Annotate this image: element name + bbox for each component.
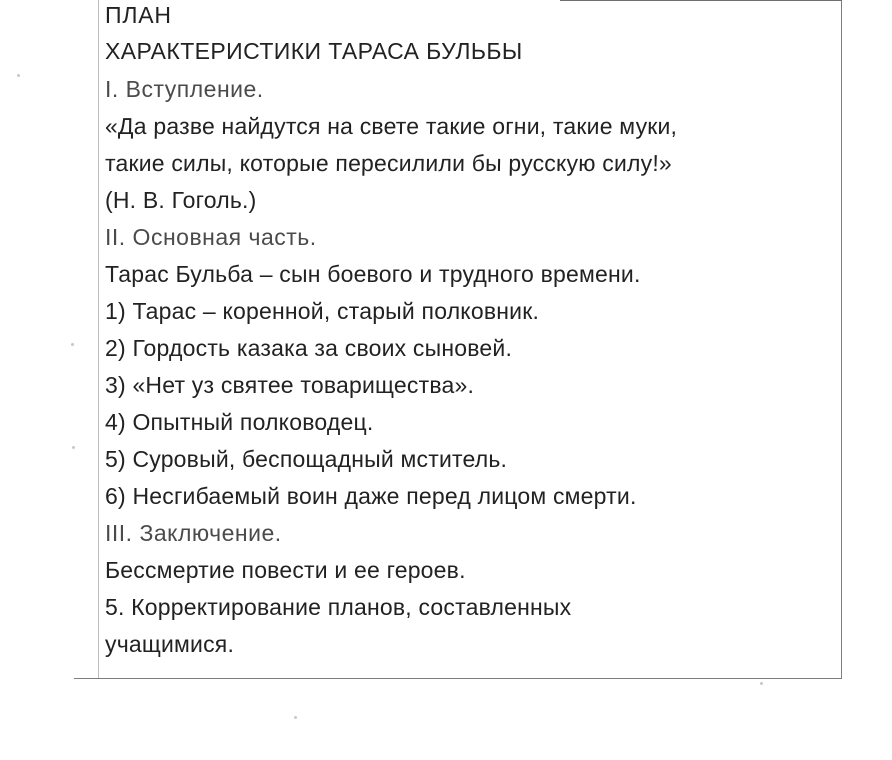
- plan-item-4: 4) Опытный полководец.: [105, 409, 374, 435]
- plan-item-2: 2) Гордость казака за своих сыновей.: [105, 335, 513, 361]
- plan-item-3: 3) «Нет уз святее товарищества».: [105, 372, 475, 398]
- section-conclusion: III. Заключение.: [105, 520, 282, 546]
- quote-line-2: такие силы, которые пересилили бы русскую силу!»: [104, 150, 673, 176]
- plan-item-6: 6) Несгибаемый воин даже перед лицом смерти.: [105, 483, 637, 509]
- conclusion-text: Бессмертие повести и ее героев.: [105, 557, 466, 583]
- quote-author: (Н. В. Гоголь.): [105, 187, 257, 213]
- scan-speck: [760, 682, 763, 685]
- scan-speck: [294, 716, 297, 719]
- section-main-part: II. Основная часть.: [105, 224, 317, 250]
- correction-line-1: 5. Корректирование планов, составленных: [105, 594, 572, 620]
- plan-subtitle: ХАРАКТЕРИСТИКИ ТАРАСА БУЛЬБЫ: [105, 38, 523, 64]
- plan-item-5: 5) Суровый, беспощадный мститель.: [105, 446, 508, 472]
- plan-item-1: 1) Тарас – коренной, старый полковник.: [105, 298, 540, 324]
- scan-speck: [17, 74, 20, 77]
- quote-line-1: «Да разве найдутся на свете такие огни, такие муки,: [104, 113, 678, 139]
- correction-line-2: учащимися.: [105, 631, 235, 657]
- document-text: [105, 0, 825, 663]
- left-margin-rule: [98, 0, 99, 678]
- plan-title: ПЛАН: [105, 2, 172, 28]
- main-heading: Тарас Бульба – сын боевого и трудного времени.: [105, 261, 641, 287]
- section-introduction: I. Вступление.: [105, 76, 264, 102]
